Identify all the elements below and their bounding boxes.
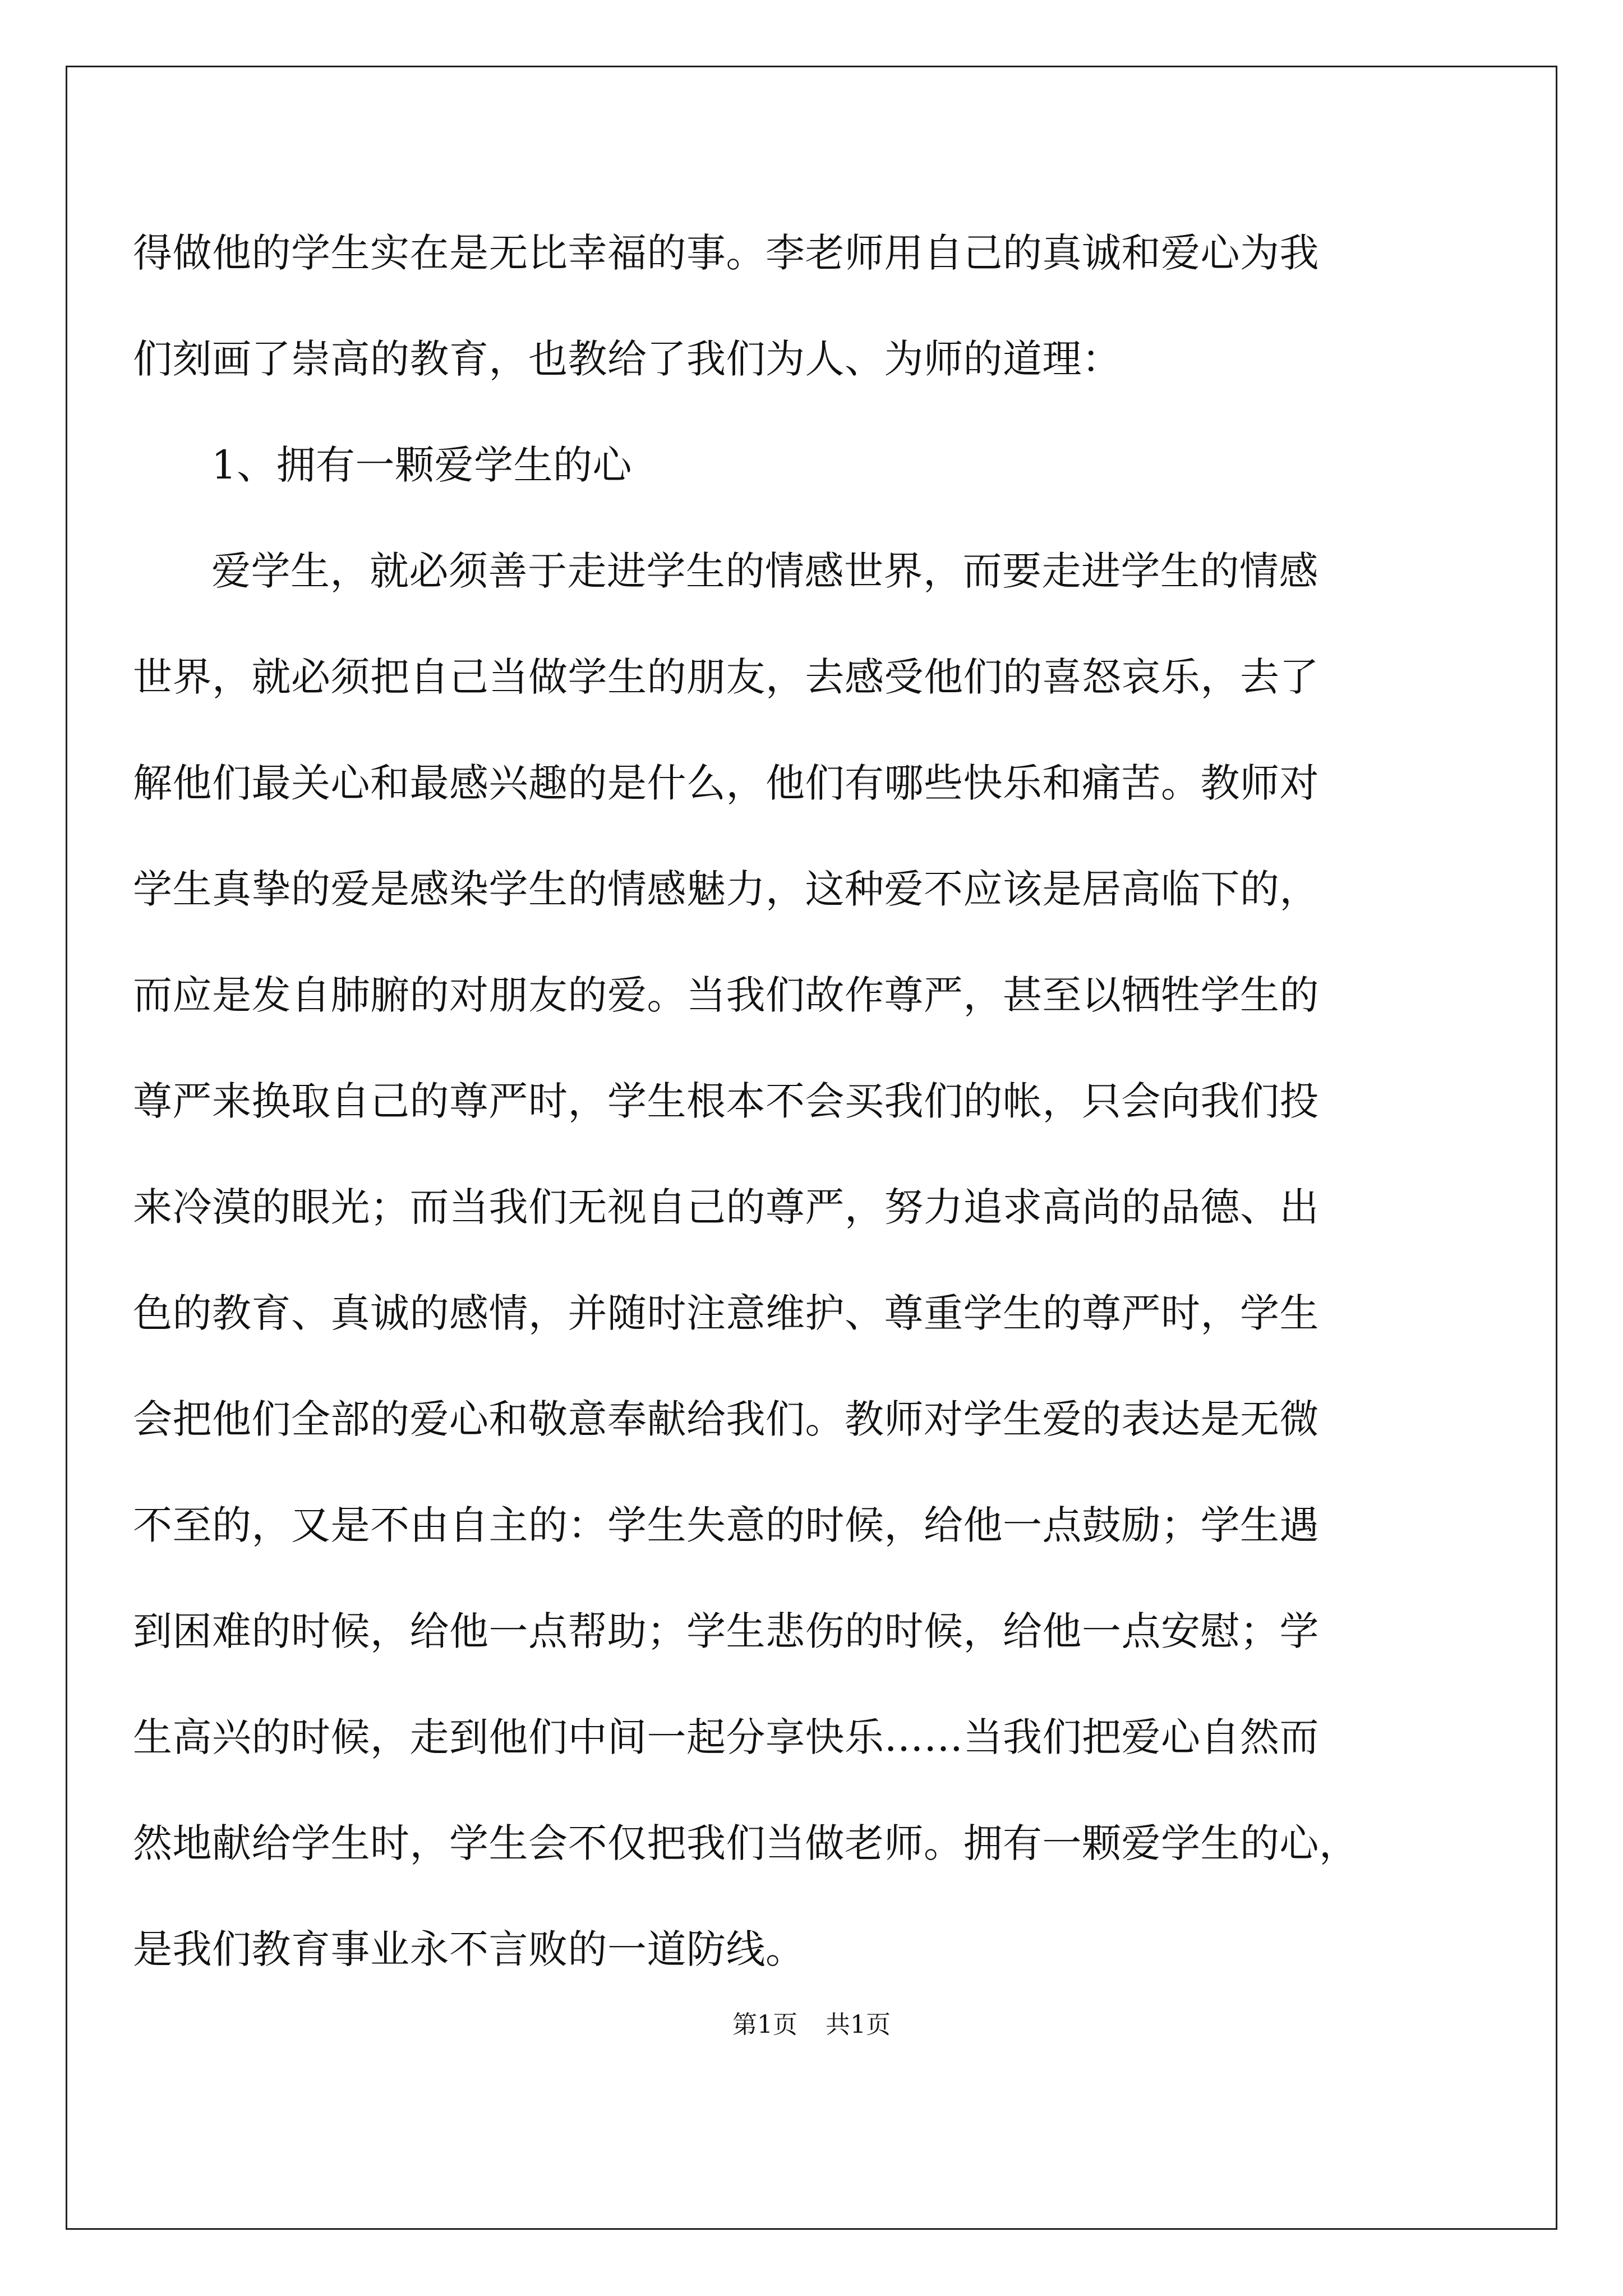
page-number: 第1页: [732, 2010, 797, 2039]
body-line: 得做他的学生实在是无比幸福的事。李老师用自己的真诚和爱心为我: [133, 230, 1319, 276]
body-line: 世界，就必须把自己当做学生的朋友，去感受他们的喜怒哀乐，去了: [133, 654, 1319, 700]
body-line: 是我们教育事业永不言败的一道防线。: [133, 1926, 805, 1972]
page-footer: [0, 2008, 1623, 2042]
body-line: 会把他们全部的爱心和敬意奉献给我们。教师对学生爱的表达是无微: [133, 1396, 1319, 1442]
body-line: 色的教育、真诚的感情，并随时注意维护、尊重学生的尊严时，学生: [133, 1290, 1319, 1336]
body-line: 生高兴的时候，走到他们中间一起分享快乐……当我们把爱心自然而: [133, 1714, 1319, 1760]
document-body: [133, 200, 1423, 2003]
body-line: 们刻画了崇高的教育，也教给了我们为人、为师的道理：: [133, 336, 1122, 382]
body-line: 学生真挚的爱是感染学生的情感魅力，这种爱不应该是居高临下的，: [133, 866, 1319, 912]
body-line: 不至的，又是不由自主的：学生失意的时候，给他一点鼓励；学生遇: [133, 1502, 1319, 1548]
body-line: 而应是发自肺腑的对朋友的爱。当我们故作尊严，甚至以牺牲学生的: [133, 972, 1319, 1018]
body-line: 到困难的时候，给他一点帮助；学生悲伤的时候，给他一点安慰；学: [133, 1608, 1319, 1654]
body-line: 然地献给学生时，学生会不仅把我们当做老师。拥有一颗爱学生的心，: [133, 1820, 1359, 1866]
section-heading: 1、拥有一颗爱学生的心: [211, 442, 633, 488]
body-line: 尊严来换取自己的尊严时，学生根本不会买我们的帐，只会向我们投: [133, 1078, 1319, 1124]
page-total: 共1页: [826, 2010, 891, 2039]
body-line: 来冷漠的眼光；而当我们无视自己的尊严，努力追求高尚的品德、出: [133, 1184, 1319, 1230]
body-line: 爱学生，就必须善于走进学生的情感世界，而要走进学生的情感: [211, 548, 1318, 594]
body-line: 解他们最关心和最感兴趣的是什么，他们有哪些快乐和痛苦。教师对: [133, 760, 1319, 806]
